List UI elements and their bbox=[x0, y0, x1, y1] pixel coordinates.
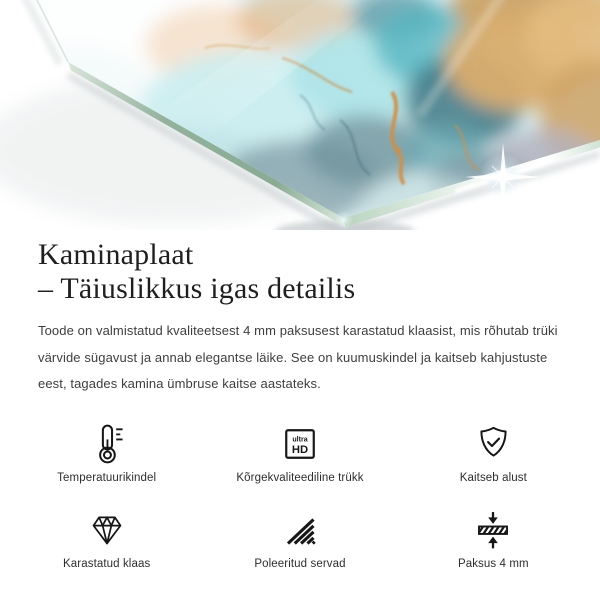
product-description-section bbox=[0, 238, 600, 398]
feature-label: Poleeritud servad bbox=[254, 557, 346, 570]
feature-label: Karastatud klaas bbox=[63, 557, 151, 570]
ultra-hd-icon bbox=[280, 420, 320, 468]
feature-label: Kõrgekvaliteediline trükk bbox=[236, 471, 364, 484]
diamond-icon bbox=[88, 506, 126, 554]
polished-edges-icon bbox=[282, 506, 318, 554]
feature-label: Temperatuurikindel bbox=[57, 471, 157, 484]
feature-label: Paksus 4 mm bbox=[457, 557, 529, 570]
feature-polished-edges bbox=[203, 506, 396, 570]
product-description-text: Toode on valmistatud kvaliteetsest 4 mm paksusest karastatud klaasist, mis rõhutab trüki värvide sügavust ja annab elegantse läike. See on kuumuskindel ja kaitseb kahjustuste eest, tagades kamina ümbruse kaitse aastateks. bbox=[38, 323, 558, 391]
feature-label: Kaitseb alust bbox=[459, 471, 527, 484]
page-title-line1: Kaminaplaat bbox=[38, 238, 194, 271]
thermometer-icon bbox=[85, 420, 129, 468]
feature-high-quality-print bbox=[203, 420, 396, 484]
shield-check-icon bbox=[472, 420, 515, 468]
product-photo bbox=[0, 0, 600, 230]
ultra-hd-icon-text-bottom: HD bbox=[291, 443, 309, 456]
thickness-arrows-icon bbox=[472, 506, 514, 554]
feature-temperature-resistant bbox=[10, 420, 203, 484]
page-title bbox=[38, 238, 572, 306]
feature-grid bbox=[0, 420, 600, 570]
feature-thickness-4mm bbox=[397, 506, 590, 570]
ultra-hd-icon-text-top: ultra bbox=[292, 435, 308, 443]
page-title-line2: – Täiuslikkus igas detailis bbox=[38, 272, 356, 305]
feature-tempered-glass bbox=[10, 506, 203, 570]
feature-protects-base bbox=[397, 420, 590, 484]
